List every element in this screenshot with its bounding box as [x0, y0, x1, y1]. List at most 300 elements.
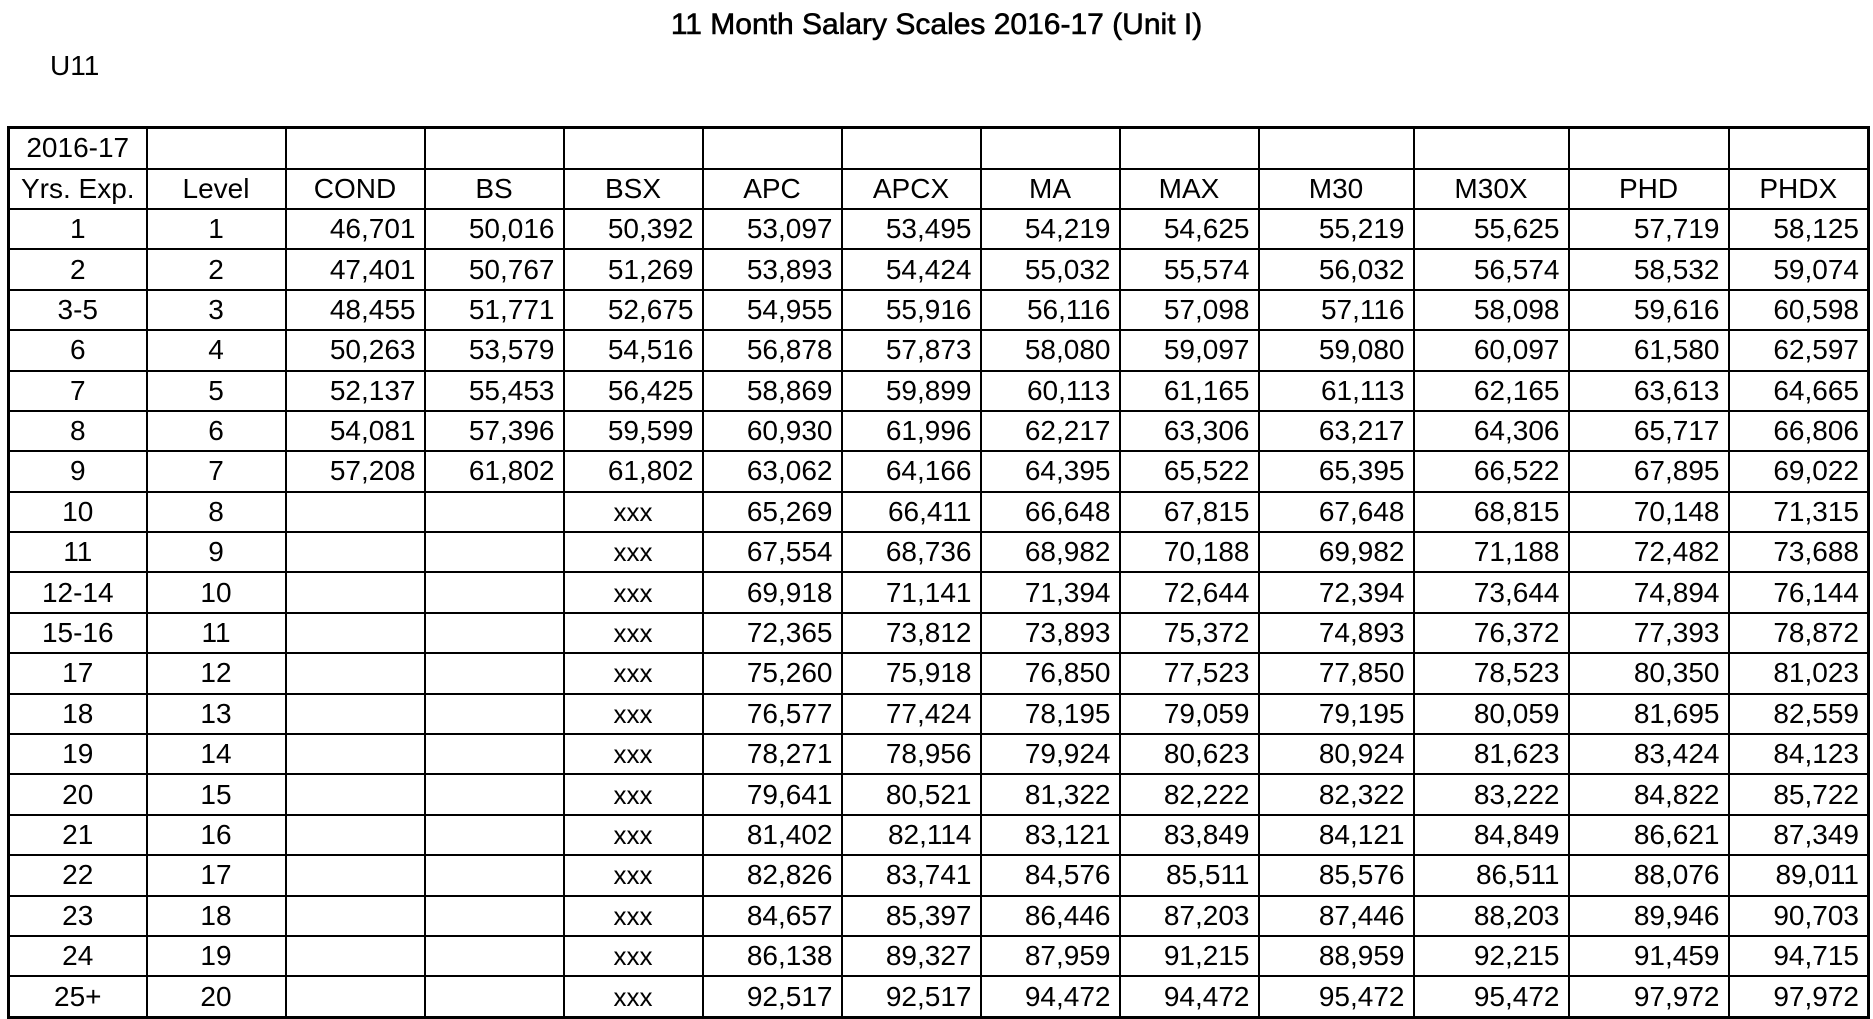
cell-ma: 66,648 [981, 492, 1120, 532]
cell-m30x: 62,165 [1414, 371, 1569, 411]
cell-phdx: 82,559 [1729, 694, 1869, 734]
cell-phdx: 87,349 [1729, 815, 1869, 855]
cell-yrs-exp: 15-16 [9, 613, 147, 653]
cell-apc: 78,271 [703, 734, 842, 774]
cell-m30x: 73,644 [1414, 572, 1569, 612]
cell-apcx: 80,521 [842, 774, 981, 814]
cell-m30: 61,113 [1259, 371, 1414, 411]
cell-apcx: 89,327 [842, 936, 981, 976]
column-header-apc: APC [703, 169, 842, 209]
cell-m30x: 83,222 [1414, 774, 1569, 814]
cell-max: 55,574 [1120, 249, 1259, 289]
cell-apcx: 71,141 [842, 572, 981, 612]
table-row [9, 694, 1869, 734]
cell-phd: 88,076 [1569, 855, 1729, 895]
cell-cond [286, 815, 425, 855]
cell-yrs-exp: 7 [9, 371, 147, 411]
cell-ma: 84,576 [981, 855, 1120, 895]
cell-apc: 58,869 [703, 371, 842, 411]
cell-yrs-exp: 12-14 [9, 572, 147, 612]
cell-bsx: xxx [564, 815, 703, 855]
cell-cond [286, 734, 425, 774]
cell-phd: 77,393 [1569, 613, 1729, 653]
cell-m30x: 76,372 [1414, 613, 1569, 653]
cell-yrs-exp: 2 [9, 249, 147, 289]
cell-m30: 79,195 [1259, 694, 1414, 734]
salary-table [7, 126, 1870, 1019]
cell-phdx: 73,688 [1729, 532, 1869, 572]
cell-m30x: 95,472 [1414, 976, 1569, 1017]
cell-max: 65,522 [1120, 451, 1259, 491]
cell-bs: 57,396 [425, 411, 564, 451]
cell-phd: 84,822 [1569, 774, 1729, 814]
cell-max: 75,372 [1120, 613, 1259, 653]
cell-bs [425, 572, 564, 612]
cell-level: 5 [147, 371, 286, 411]
cell-apcx: 77,424 [842, 694, 981, 734]
cell-phdx: 62,597 [1729, 330, 1869, 370]
cell-max: 57,098 [1120, 290, 1259, 330]
cell-apc: 65,269 [703, 492, 842, 532]
cell-max: 70,188 [1120, 532, 1259, 572]
cell-ma: 83,121 [981, 815, 1120, 855]
cell-bsx: xxx [564, 774, 703, 814]
cell-bsx: 54,516 [564, 330, 703, 370]
cell-level: 2 [147, 249, 286, 289]
cell-phdx: 90,703 [1729, 896, 1869, 936]
cell-phd: 59,616 [1569, 290, 1729, 330]
cell-ma: 73,893 [981, 613, 1120, 653]
cell-m30x: 86,511 [1414, 855, 1569, 895]
year-label-cell: 2016-17 [9, 128, 147, 169]
cell-bsx: xxx [564, 896, 703, 936]
column-header-apcx: APCX [842, 169, 981, 209]
cell-apcx: 55,916 [842, 290, 981, 330]
cell-ma: 79,924 [981, 734, 1120, 774]
cell-apcx: 73,812 [842, 613, 981, 653]
cell-cond [286, 774, 425, 814]
cell-yrs-exp: 25+ [9, 976, 147, 1017]
cell-bs [425, 653, 564, 693]
cell-m30: 72,394 [1259, 572, 1414, 612]
cell-apc: 53,097 [703, 209, 842, 249]
cell-m30: 69,982 [1259, 532, 1414, 572]
cell-m30: 74,893 [1259, 613, 1414, 653]
cell-apcx: 82,114 [842, 815, 981, 855]
table-row [9, 572, 1869, 612]
cell-ma: 68,982 [981, 532, 1120, 572]
cell-cond: 50,263 [286, 330, 425, 370]
cell-level: 8 [147, 492, 286, 532]
cell-apc: 69,918 [703, 572, 842, 612]
cell-level: 7 [147, 451, 286, 491]
cell-bs [425, 815, 564, 855]
cell-m30: 57,116 [1259, 290, 1414, 330]
cell-apc: 67,554 [703, 532, 842, 572]
cell-m30: 65,395 [1259, 451, 1414, 491]
cell-apcx: 68,736 [842, 532, 981, 572]
cell-ma: 56,116 [981, 290, 1120, 330]
cell-level: 18 [147, 896, 286, 936]
cell-bsx: xxx [564, 694, 703, 734]
cell-m30: 55,219 [1259, 209, 1414, 249]
cell-apc: 79,641 [703, 774, 842, 814]
cell-apcx: 64,166 [842, 451, 981, 491]
cell-ma: 87,959 [981, 936, 1120, 976]
cell-m30x: 88,203 [1414, 896, 1569, 936]
column-header-bs: BS [425, 169, 564, 209]
cell-apcx: 53,495 [842, 209, 981, 249]
cell-bsx: 56,425 [564, 371, 703, 411]
cell-ma: 64,395 [981, 451, 1120, 491]
empty-cell [981, 128, 1120, 169]
cell-cond: 52,137 [286, 371, 425, 411]
cell-max: 77,523 [1120, 653, 1259, 693]
cell-apcx: 59,899 [842, 371, 981, 411]
cell-ma: 81,322 [981, 774, 1120, 814]
cell-m30: 80,924 [1259, 734, 1414, 774]
column-header-ma: MA [981, 169, 1120, 209]
cell-bs: 61,802 [425, 451, 564, 491]
cell-max: 91,215 [1120, 936, 1259, 976]
cell-phdx: 76,144 [1729, 572, 1869, 612]
cell-yrs-exp: 10 [9, 492, 147, 532]
cell-phdx: 81,023 [1729, 653, 1869, 693]
cell-cond: 57,208 [286, 451, 425, 491]
cell-phdx: 59,074 [1729, 249, 1869, 289]
cell-bs [425, 976, 564, 1017]
cell-level: 13 [147, 694, 286, 734]
cell-level: 9 [147, 532, 286, 572]
cell-apcx: 61,996 [842, 411, 981, 451]
cell-yrs-exp: 6 [9, 330, 147, 370]
cell-max: 54,625 [1120, 209, 1259, 249]
header-row [9, 169, 1869, 209]
cell-level: 6 [147, 411, 286, 451]
cell-yrs-exp: 23 [9, 896, 147, 936]
cell-level: 15 [147, 774, 286, 814]
cell-bsx: xxx [564, 492, 703, 532]
table-row [9, 774, 1869, 814]
cell-m30x: 71,188 [1414, 532, 1569, 572]
cell-cond [286, 532, 425, 572]
cell-cond [286, 896, 425, 936]
cell-cond [286, 976, 425, 1017]
cell-max: 85,511 [1120, 855, 1259, 895]
empty-cell [842, 128, 981, 169]
cell-cond [286, 492, 425, 532]
cell-m30x: 68,815 [1414, 492, 1569, 532]
cell-bs [425, 936, 564, 976]
cell-apcx: 54,424 [842, 249, 981, 289]
cell-bs: 50,767 [425, 249, 564, 289]
cell-m30x: 56,574 [1414, 249, 1569, 289]
cell-max: 87,203 [1120, 896, 1259, 936]
empty-cell [425, 128, 564, 169]
table-row [9, 451, 1869, 491]
empty-cell [147, 128, 286, 169]
empty-cell [703, 128, 842, 169]
cell-phd: 83,424 [1569, 734, 1729, 774]
empty-cell [1414, 128, 1569, 169]
cell-phdx: 64,665 [1729, 371, 1869, 411]
cell-phd: 91,459 [1569, 936, 1729, 976]
cell-yrs-exp: 24 [9, 936, 147, 976]
cell-cond [286, 936, 425, 976]
cell-phd: 89,946 [1569, 896, 1729, 936]
cell-bsx: xxx [564, 572, 703, 612]
cell-level: 16 [147, 815, 286, 855]
cell-cond [286, 694, 425, 734]
cell-phd: 86,621 [1569, 815, 1729, 855]
cell-level: 20 [147, 976, 286, 1017]
cell-phd: 80,350 [1569, 653, 1729, 693]
cell-level: 19 [147, 936, 286, 976]
empty-cell [1729, 128, 1869, 169]
cell-max: 80,623 [1120, 734, 1259, 774]
cell-apcx: 92,517 [842, 976, 981, 1017]
table-row [9, 249, 1869, 289]
cell-level: 11 [147, 613, 286, 653]
cell-level: 14 [147, 734, 286, 774]
cell-level: 1 [147, 209, 286, 249]
cell-bsx: xxx [564, 613, 703, 653]
cell-phd: 65,717 [1569, 411, 1729, 451]
cell-phdx: 58,125 [1729, 209, 1869, 249]
cell-cond: 54,081 [286, 411, 425, 451]
cell-m30: 59,080 [1259, 330, 1414, 370]
cell-ma: 55,032 [981, 249, 1120, 289]
cell-apc: 84,657 [703, 896, 842, 936]
cell-m30: 87,446 [1259, 896, 1414, 936]
cell-m30x: 92,215 [1414, 936, 1569, 976]
cell-yrs-exp: 11 [9, 532, 147, 572]
cell-yrs-exp: 9 [9, 451, 147, 491]
cell-m30: 95,472 [1259, 976, 1414, 1017]
page-title: 11 Month Salary Scales 2016-17 (Unit I) [670, 8, 1203, 41]
cell-cond [286, 653, 425, 693]
cell-bs: 55,453 [425, 371, 564, 411]
cell-phd: 70,148 [1569, 492, 1729, 532]
cell-ma: 94,472 [981, 976, 1120, 1017]
cell-m30x: 58,098 [1414, 290, 1569, 330]
cell-apcx: 75,918 [842, 653, 981, 693]
cell-bsx: 61,802 [564, 451, 703, 491]
cell-phd: 81,695 [1569, 694, 1729, 734]
cell-apc: 86,138 [703, 936, 842, 976]
cell-m30x: 66,522 [1414, 451, 1569, 491]
table-row [9, 330, 1869, 370]
cell-m30x: 81,623 [1414, 734, 1569, 774]
table-row [9, 653, 1869, 693]
table-row [9, 936, 1869, 976]
cell-bs [425, 896, 564, 936]
cell-ma: 71,394 [981, 572, 1120, 612]
cell-bs [425, 855, 564, 895]
column-header-max: MAX [1120, 169, 1259, 209]
cell-ma: 60,113 [981, 371, 1120, 411]
cell-m30x: 60,097 [1414, 330, 1569, 370]
cell-max: 94,472 [1120, 976, 1259, 1017]
cell-phdx: 69,022 [1729, 451, 1869, 491]
cell-ma: 86,446 [981, 896, 1120, 936]
cell-phd: 97,972 [1569, 976, 1729, 1017]
cell-apc: 60,930 [703, 411, 842, 451]
cell-apc: 72,365 [703, 613, 842, 653]
cell-phdx: 84,123 [1729, 734, 1869, 774]
cell-yrs-exp: 22 [9, 855, 147, 895]
cell-apcx: 57,873 [842, 330, 981, 370]
cell-m30: 84,121 [1259, 815, 1414, 855]
cell-m30: 63,217 [1259, 411, 1414, 451]
cell-m30x: 78,523 [1414, 653, 1569, 693]
empty-cell [564, 128, 703, 169]
cell-yrs-exp: 19 [9, 734, 147, 774]
cell-yrs-exp: 8 [9, 411, 147, 451]
column-header-level: Level [147, 169, 286, 209]
cell-bsx: 50,392 [564, 209, 703, 249]
cell-phdx: 94,715 [1729, 936, 1869, 976]
cell-ma: 54,219 [981, 209, 1120, 249]
cell-max: 83,849 [1120, 815, 1259, 855]
cell-bsx: xxx [564, 976, 703, 1017]
cell-apcx: 83,741 [842, 855, 981, 895]
cell-m30: 67,648 [1259, 492, 1414, 532]
cell-m30: 56,032 [1259, 249, 1414, 289]
cell-phd: 57,719 [1569, 209, 1729, 249]
cell-cond [286, 572, 425, 612]
cell-phdx: 66,806 [1729, 411, 1869, 451]
table-row [9, 492, 1869, 532]
cell-yrs-exp: 21 [9, 815, 147, 855]
column-header-cond: COND [286, 169, 425, 209]
cell-apc: 53,893 [703, 249, 842, 289]
year-label-row [9, 128, 1869, 169]
table-row [9, 855, 1869, 895]
cell-phdx: 85,722 [1729, 774, 1869, 814]
cell-bs [425, 774, 564, 814]
table-row [9, 896, 1869, 936]
empty-cell [1120, 128, 1259, 169]
cell-yrs-exp: 17 [9, 653, 147, 693]
cell-bs: 50,016 [425, 209, 564, 249]
table-row [9, 734, 1869, 774]
cell-phd: 61,580 [1569, 330, 1729, 370]
cell-bs [425, 613, 564, 653]
cell-m30: 88,959 [1259, 936, 1414, 976]
cell-apc: 63,062 [703, 451, 842, 491]
cell-yrs-exp: 1 [9, 209, 147, 249]
cell-cond [286, 613, 425, 653]
empty-cell [1259, 128, 1414, 169]
cell-max: 59,097 [1120, 330, 1259, 370]
cell-max: 79,059 [1120, 694, 1259, 734]
cell-phd: 67,895 [1569, 451, 1729, 491]
empty-cell [286, 128, 425, 169]
cell-apc: 56,878 [703, 330, 842, 370]
cell-m30: 85,576 [1259, 855, 1414, 895]
cell-bsx: xxx [564, 532, 703, 572]
cell-yrs-exp: 18 [9, 694, 147, 734]
cell-ma: 62,217 [981, 411, 1120, 451]
cell-phdx: 89,011 [1729, 855, 1869, 895]
cell-apcx: 66,411 [842, 492, 981, 532]
cell-m30x: 55,625 [1414, 209, 1569, 249]
cell-phd: 63,613 [1569, 371, 1729, 411]
cell-apc: 92,517 [703, 976, 842, 1017]
cell-yrs-exp: 20 [9, 774, 147, 814]
cell-bs: 53,579 [425, 330, 564, 370]
cell-max: 61,165 [1120, 371, 1259, 411]
table-row [9, 815, 1869, 855]
table-row [9, 613, 1869, 653]
table-row [9, 209, 1869, 249]
cell-bsx: xxx [564, 855, 703, 895]
cell-phdx: 71,315 [1729, 492, 1869, 532]
cell-phdx: 78,872 [1729, 613, 1869, 653]
table-row [9, 371, 1869, 411]
cell-bsx: 59,599 [564, 411, 703, 451]
cell-apc: 54,955 [703, 290, 842, 330]
cell-level: 10 [147, 572, 286, 612]
cell-ma: 58,080 [981, 330, 1120, 370]
cell-bsx: 52,675 [564, 290, 703, 330]
cell-ma: 76,850 [981, 653, 1120, 693]
cell-yrs-exp: 3-5 [9, 290, 147, 330]
cell-ma: 78,195 [981, 694, 1120, 734]
table-row [9, 976, 1869, 1017]
cell-bs [425, 734, 564, 774]
cell-phd: 72,482 [1569, 532, 1729, 572]
cell-phdx: 60,598 [1729, 290, 1869, 330]
cell-cond: 47,401 [286, 249, 425, 289]
cell-m30: 77,850 [1259, 653, 1414, 693]
cell-level: 17 [147, 855, 286, 895]
cell-phd: 74,894 [1569, 572, 1729, 612]
cell-bs: 51,771 [425, 290, 564, 330]
cell-level: 12 [147, 653, 286, 693]
cell-phdx: 97,972 [1729, 976, 1869, 1017]
table-row [9, 290, 1869, 330]
cell-bsx: xxx [564, 936, 703, 976]
cell-m30: 82,322 [1259, 774, 1414, 814]
cell-cond: 48,455 [286, 290, 425, 330]
cell-max: 82,222 [1120, 774, 1259, 814]
empty-cell [1569, 128, 1729, 169]
cell-bs [425, 694, 564, 734]
cell-bsx: xxx [564, 653, 703, 693]
column-header-bsx: BSX [564, 169, 703, 209]
column-header-phd: PHD [1569, 169, 1729, 209]
cell-m30x: 84,849 [1414, 815, 1569, 855]
cell-bs [425, 492, 564, 532]
cell-bs [425, 532, 564, 572]
cell-apcx: 85,397 [842, 896, 981, 936]
cell-bsx: 51,269 [564, 249, 703, 289]
cell-max: 67,815 [1120, 492, 1259, 532]
column-header-m30: M30 [1259, 169, 1414, 209]
table-row [9, 411, 1869, 451]
cell-max: 72,644 [1120, 572, 1259, 612]
column-header-m30x: M30X [1414, 169, 1569, 209]
cell-apc: 75,260 [703, 653, 842, 693]
cell-bsx: xxx [564, 734, 703, 774]
cell-cond: 46,701 [286, 209, 425, 249]
table-row [9, 532, 1869, 572]
cell-max: 63,306 [1120, 411, 1259, 451]
cell-apc: 76,577 [703, 694, 842, 734]
cell-m30x: 64,306 [1414, 411, 1569, 451]
